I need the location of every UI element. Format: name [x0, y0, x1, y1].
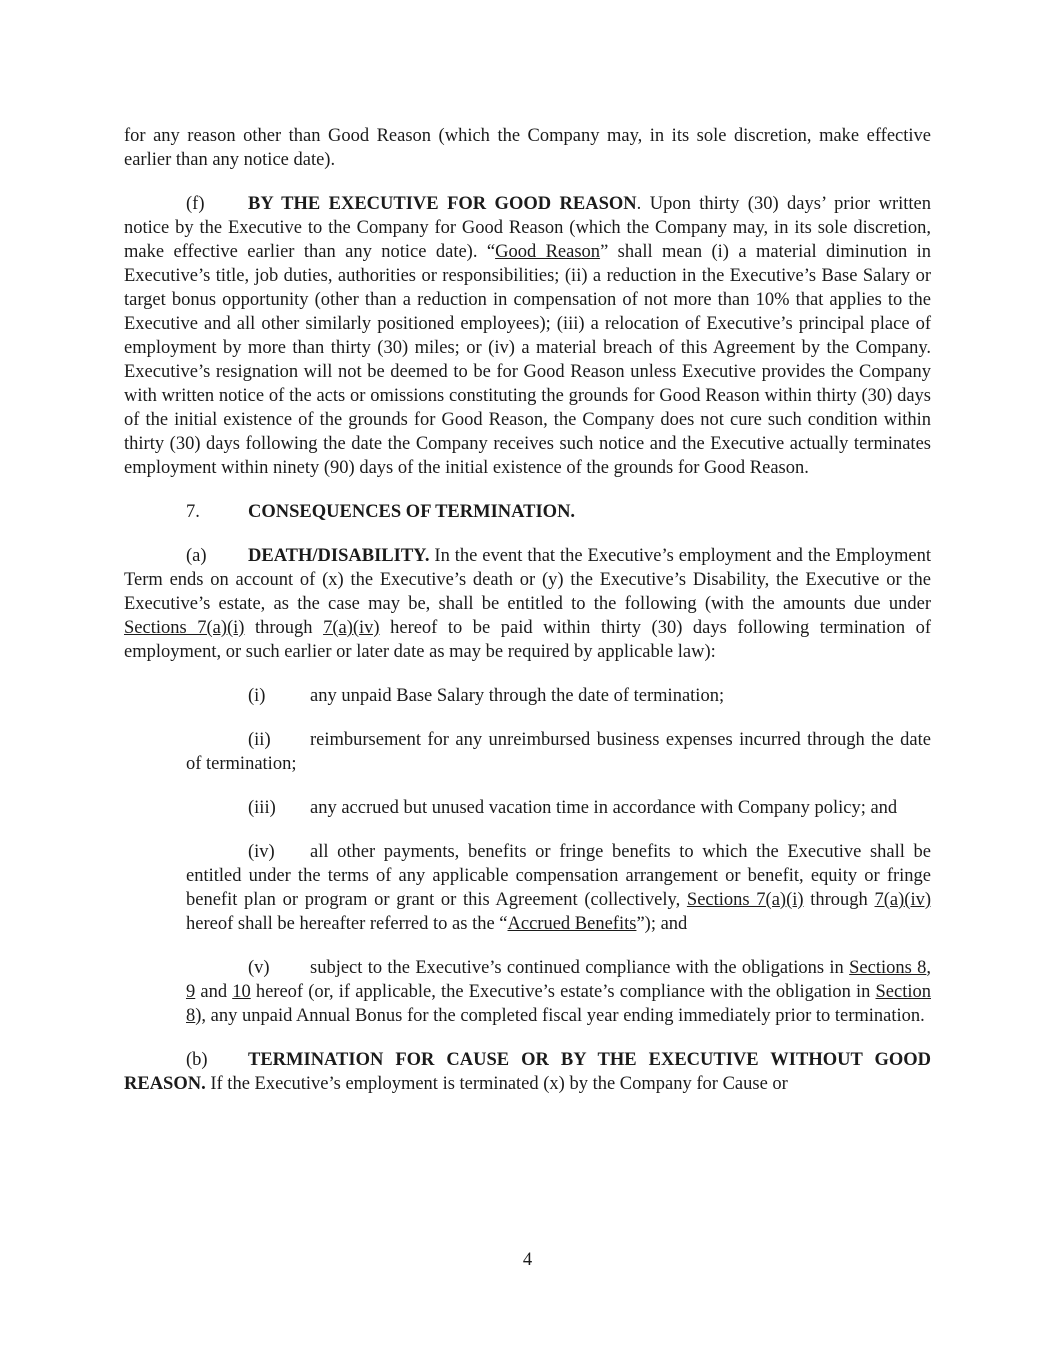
text-run: , [926, 958, 932, 978]
cross-reference: 7(a)(iv) [874, 890, 931, 910]
text-run: hereof to be paid within thirty (30) days following termination of employment, or such earlier or later date as may be required by applicable law): [124, 618, 932, 662]
list-item [186, 840, 931, 936]
text-run: through [244, 618, 324, 638]
text-run: ”); and [636, 914, 688, 934]
cross-reference: Sections 7(a)(i) [124, 618, 245, 638]
text-run: BY THE EXECUTIVE FOR GOOD REASON [248, 194, 637, 214]
cross-reference: 7(a)(iv) [323, 618, 380, 638]
cross-reference: 9 [186, 982, 196, 1002]
text-run: . Upon thirty (30) days’ prior written notice by the Executive to the Company for Good Reason (which the Company may, in its sole discretion, make effective earlier than any notice date). “ [124, 194, 931, 262]
list-item [186, 684, 931, 708]
paragraph-label: (a) [186, 546, 207, 566]
text-run: any unpaid Base Salary through the date of termination; [310, 686, 725, 706]
cross-reference: Sections 7(a)(i) [686, 890, 804, 910]
paragraph [124, 1048, 931, 1096]
paragraph [124, 192, 931, 480]
cross-reference: Accrued Benefits [507, 914, 637, 934]
paragraph [124, 544, 931, 664]
text-run: all other payments, benefits or fringe benefits to which the Executive shall be entitled under the terms of any applicable compensation arrangement or benefit, equity or fringe benefit plan or program or grant or this Agreement (collectively, [186, 842, 931, 910]
paragraph-label: 7. [186, 502, 200, 522]
text-run: If the Executive’s employment is terminated (x) by the Company for Cause or [205, 1074, 788, 1094]
text-run: reimbursement for any unreimbursed business expenses incurred through the date of termination; [186, 730, 931, 774]
paragraph [124, 124, 931, 172]
paragraph-label: (iv) [248, 842, 275, 862]
paragraph-label: (ii) [248, 730, 271, 750]
document-body [124, 124, 931, 1116]
cross-reference: 10 [232, 982, 251, 1002]
text-run: for any reason other than Good Reason (which the Company may, in its sole discretion, make effective earlier than any notice date). [124, 126, 931, 170]
text-run: through [803, 890, 875, 910]
list-item [186, 956, 931, 1028]
paragraph-label: (i) [248, 686, 266, 706]
paragraph-label: (v) [248, 958, 270, 978]
text-run: ” shall mean (i) a material diminution in Executive’s title, job duties, authorities or responsibilities; (ii) a reduction in the Executive’s Base Salary or target bonus opportunity (other than a reduction in compensation of not more than 10% that applies to the Executive and all other similarly positioned employees); (iii) a relocation of Executive’s principal place of employment by more than thirty (30) miles; or (iv) a material breach of this Agreement by the Company. Executive’s resignation will not be deemed to be for Good Reason unless Executive provides the Company with written notice of the acts or omissions constituting the grounds for Good Reason within thirty (30) days of the initial existence of the grounds for Good Reason, the Company does not cure such condition within thirty (30) days following the date the Company receives such notice and the Executive actually terminates employment within ninety (90) days of the initial existence of the grounds for Good Reason. [124, 242, 931, 478]
text-run: ), any unpaid Annual Bonus for the completed fiscal year ending immediately prior to termination. [195, 1006, 925, 1026]
list-item [186, 728, 931, 776]
cross-reference: Sections 8 [849, 958, 927, 978]
text-run: DEATH/DISABILITY. [248, 546, 430, 566]
paragraph-label: (b) [186, 1050, 208, 1070]
cross-reference: Good Reason [495, 242, 601, 262]
text-run: TERMINATION FOR CAUSE OR BY THE EXECUTIVE WITHOUT GOOD REASON. [124, 1050, 931, 1094]
text-run: any accrued but unused vacation time in accordance with Company policy; and [310, 798, 898, 818]
text-run: In the event that the Executive’s employment and the Employment Term ends on account of (x) the Executive’s death or (y) the Executive’s Disability, the Executive or the Executive’s estate, as the case may be, shall be entitled to the following (with the amounts due under [124, 546, 931, 614]
paragraph-label: (f) [186, 194, 205, 214]
section-heading [124, 500, 931, 524]
text-run: CONSEQUENCES OF TERMINATION. [248, 502, 576, 522]
list-item [186, 796, 931, 820]
text-run: hereof (or, if applicable, the Executive’s estate’s compliance with the obligation in [250, 982, 876, 1002]
text-run: subject to the Executive’s continued compliance with the obligations in [310, 958, 850, 978]
paragraph-label: (iii) [248, 798, 276, 818]
text-run: and [195, 982, 233, 1002]
text-run: hereof shall be hereafter referred to as the “ [186, 914, 508, 934]
cross-reference: Section 8 [186, 982, 931, 1026]
page-number: 4 [522, 1250, 533, 1270]
